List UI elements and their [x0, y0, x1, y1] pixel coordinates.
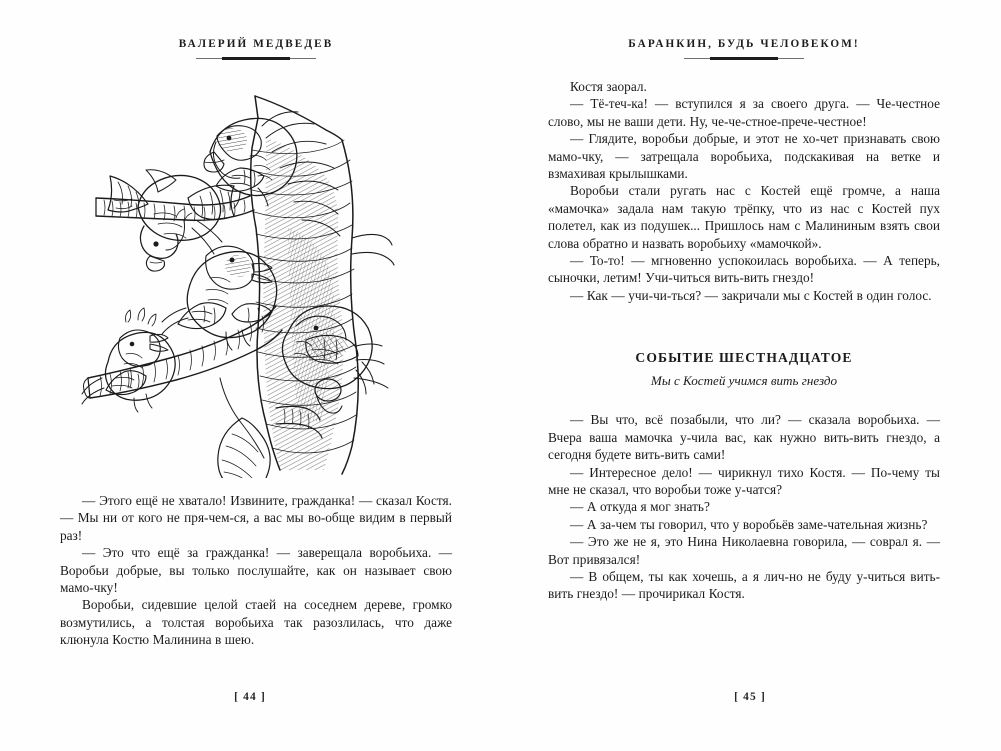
- left-page-number: [ 44 ]: [234, 691, 266, 703]
- sparrows-on-branch-illustration: [80, 78, 432, 478]
- paragraph: Костя заорал.: [570, 79, 647, 94]
- paragraph: — В общем, ты как хочешь, а я лич-но не буду у-читься вить-вить гнездо! — прочирикал Костя.: [548, 568, 940, 602]
- illustration-container: [60, 78, 452, 478]
- paragraph: — Это же не я, это Нина Николаевна говорила, — соврал я. — Вот привязался!: [548, 534, 940, 567]
- right-body-column-bottom: [548, 411, 940, 602]
- right-page: [500, 0, 1000, 751]
- chapter-subtitle: Мы с Костей учимся вить гнездо: [650, 373, 838, 389]
- right-body-column-top: [548, 78, 940, 304]
- left-body-column: [60, 492, 452, 649]
- paragraph: Воробьи стали ругать нас с Костей ещё громче, а наша «мамочка» задала нам такую трёпку, что из нас с Костей пух полетел, как из подушек... Пришлось нам с Малининым взять свои слова обратно и назвать воробьиху «мамочкой».: [548, 183, 940, 251]
- right-running-head: БАРАНКИН, БУДЬ ЧЕЛОВЕКОМ!: [628, 38, 860, 50]
- paragraph: — А откуда я мог знать?: [570, 499, 710, 515]
- left-page: [0, 0, 500, 751]
- chapter-title: СОБЫТИЕ ШЕСТНАДЦАТОЕ: [635, 350, 853, 366]
- chapter-heading-block: [548, 350, 940, 389]
- right-page-number: [ 45 ]: [734, 691, 766, 703]
- paragraph: — Интересное дело! — чирикнул тихо Костя. — По-чему ты мне не сказал, что воробьи тоже у-чатся?: [548, 464, 940, 497]
- paragraph: — А за-чем ты говорил, что у воробьёв заме-чательная жизнь?: [570, 516, 928, 532]
- paragraph: — Этого ещё не хватало! Извините, гражданка! — сказал Костя. — Мы ни от кого не пря-чем-ся, а вас мы во-обще видим в первый раз!: [60, 493, 452, 543]
- paragraph: — Вы что, всё позабыли, что ли? — сказала воробьиха. — Вчера ваша мамочка у-чила вас, как нужно вить-вить гнездо, а сегодня будете вить-вить сами!: [548, 412, 940, 463]
- paragraph: — Глядите, воробьи добрые, и этот не хо-чет признавать свою мамо-чку, — затрещала воробьиха, подскакивая на ветке и взмахивая крылышками.: [548, 131, 940, 182]
- left-header-rule-ornament: [196, 56, 316, 62]
- paragraph: Воробьи, сидевшие целой стаей на соседнем дереве, громко возмутились, а толстая воробьиха так разозлилась, что даже клюнула Костю Малинина в шею.: [60, 597, 452, 648]
- paragraph: — Как — учи-чи-ться? — закричали мы с Костей в один голос.: [570, 287, 932, 303]
- paragraph: — Тё-теч-ка! — вступился я за своего друга. — Че-честное слово, мы не ваши дети. Ну, че-че-стное-прече-честное!: [548, 96, 940, 129]
- paragraph: — То-то! — мгновенно успокоилась воробьиха. — А теперь, сыночки, летим! Учи-читься вить-вить гнездо!: [548, 253, 940, 286]
- rule-thick-segment: [710, 57, 778, 60]
- paragraph: — Это что ещё за гражданка! — заверещала воробьиха. — Воробьи добрые, вы только послушайте, как он называет свою мамо-чку!: [60, 545, 452, 596]
- right-header-rule-ornament: [684, 56, 804, 62]
- left-running-head: ВАЛЕРИЙ МЕДВЕДЕВ: [178, 38, 334, 50]
- rule-thick-segment: [222, 57, 290, 60]
